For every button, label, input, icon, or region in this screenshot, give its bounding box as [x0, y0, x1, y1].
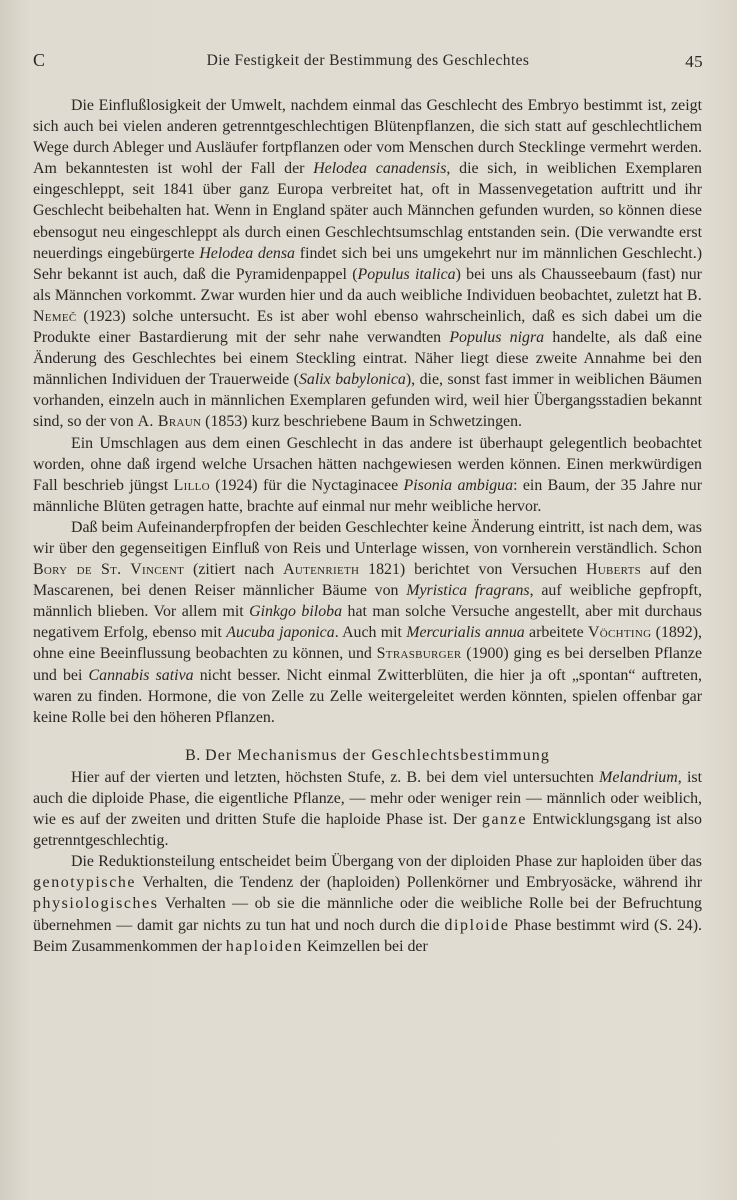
- text-run: hat man solche Versuche angestellt, aber mit durchaus negativem Erfolg, ebenso mit: [33, 603, 702, 642]
- spaced-emphasis: ganze: [481, 811, 527, 829]
- paragraph-2: [33, 433, 702, 517]
- body-text: [33, 95, 702, 957]
- text-run: : ein Baum, der 35 Jahre nur männliche Blüten getragen hatte, brachte auf einmal nur mehr weibliche hervor.: [33, 476, 702, 515]
- species-name: Melandrium: [599, 768, 678, 786]
- text-run: 1821) berichtet von Versuchen: [359, 561, 586, 579]
- author-name: B. Nemeč: [33, 286, 702, 325]
- text-run: ) bei uns als Chausseebaum (fast) nur als Männchen vorkommt. Zwar wurden hier und da auch weibliche Individuen beobachtet, zuletzt hat: [33, 265, 702, 304]
- paragraph-4: [33, 767, 702, 851]
- running-title: Die Festigkeit der Bestimmung des Geschlechtes: [206, 52, 530, 69]
- species-name: Ginkgo biloba: [249, 603, 343, 621]
- spaced-emphasis: haploiden: [225, 937, 303, 955]
- text-run: Verhalten, die Tendenz der (haploiden) Pollenkörner und Embryosäcke, während ihr: [136, 874, 702, 892]
- paragraph-5: [33, 851, 702, 956]
- paragraph-3: [33, 517, 702, 728]
- text-run: Die Einflußlosigkeit der Umwelt, nachdem einmal das Geschlecht des Embryo bestimmt ist, zeigt sich auch bei vielen anderen getrenntgeschlechtigen Blütenpflanzen, die sich statt auf geschlechtlichem Wege durch Ableger und Ausläufer fortpflanzen oder vom Menschen durch Stecklinge vermehrt werden. Am bekanntesten ist wohl der Fall der: [33, 97, 702, 178]
- species-name: Myristica fragrans: [406, 582, 530, 600]
- text-run: , auf weibliche gepfropft, männlich blieben. Vor allem mit: [33, 582, 702, 621]
- text-run: handelte, als daß eine Änderung des Geschlechtes bei einem Steckling eintrat. Näher liegt diese zweite Annahme bei den männlichen Individuen der Trauerweide (: [33, 329, 702, 389]
- text-run: Die Reduktionsteilung entscheidet beim Übergang von der diploiden Phase zur haploiden über das: [71, 853, 702, 871]
- author-name: Huberts: [585, 561, 642, 579]
- text-run: Hier auf der vierten und letzten, höchsten Stufe, z. B. bei dem viel untersuchten: [71, 768, 600, 786]
- text-run: ), die, sonst fast immer in weiblichen Bäumen vorhanden, einzeln auch in männlichen Exemplaren gefunden wird, weil hier Übergangsstadien bekannt sind, so der von: [33, 371, 703, 431]
- species-name: Aucuba japonica: [226, 624, 335, 642]
- running-header: [33, 50, 703, 74]
- section-heading: [33, 745, 702, 766]
- text-run: Verhalten — ob sie die männliche oder die weibliche Rolle bei der Befruchtung übernehmen — damit gar nichts zu tun hat und noch durch die: [33, 895, 702, 934]
- author-name: Autenrieth: [283, 561, 360, 579]
- species-name: Pisonia ambigua: [403, 476, 514, 494]
- species-name: Salix babylonica: [298, 371, 406, 389]
- text-run: Keimzellen bei der: [302, 937, 428, 955]
- species-name: Mercurialis annua: [406, 624, 525, 642]
- species-name: Cannabis sativa: [88, 666, 194, 684]
- text-run: nicht besser. Nicht einmal Zwitterblüten, die hier ja oft „spontan“ auftreten, waren zu finden. Hormone, die von Zelle zu Zelle weitergeleitet werden könnten, spielen offenbar gar keine Rolle bei den höheren Pflanzen.: [33, 666, 702, 726]
- text-run: Daß beim Aufeinanderpfropfen der beiden Geschlechter keine Änderung eintritt, ist nach dem, was wir über den gegenseitigen Einfluß von Reis und Unterlage wissen, von vornherein verständlich. Schon: [33, 518, 702, 557]
- spaced-emphasis: genotypische: [33, 874, 137, 892]
- text-run: Phase bestimmt wird (S. 24). Beim Zusammenkommen der: [33, 916, 702, 955]
- text-run: , die sich, in weiblichen Exemplaren eingeschleppt, seit 1841 über ganz Europa verbreitet hat, oft in Massenvegetation auftritt und ihr Geschlecht beibehalten hat. Wenn in England später auch Männchen gefunden wurden, so können diese ebensogut neu eingeschleppt als durch einen Geschlechtsumschlag entstanden sein. (Die verwandte erst neuerdings eingebürgerte: [33, 160, 702, 262]
- signature-mark: C: [33, 50, 46, 70]
- paragraph-1: [33, 95, 702, 433]
- text-run: Entwicklungsgang ist also getrenntgeschlechtig.: [33, 811, 703, 850]
- species-name: Helodea densa: [199, 244, 296, 262]
- text-run: , ist auch die diploide Phase, die eigentliche Pflanze, — mehr oder weniger rein — männlich oder weiblich, wie es auf der zweiten und dritten Stufe die haploide Phase ist. Der: [33, 768, 702, 829]
- author-name: Bory de St. Vincent: [33, 561, 185, 579]
- species-name: Populus nigra: [449, 329, 545, 347]
- spaced-emphasis: diploide: [444, 916, 510, 934]
- species-name: Populus italica: [357, 265, 456, 283]
- species-name: Helodea canadensis: [313, 160, 447, 178]
- text-run: (1853) kurz beschriebene Baum in Schwetzingen.: [201, 413, 523, 431]
- section-letter: B.: [185, 746, 201, 764]
- text-run: . Auch mit: [334, 624, 407, 642]
- author-name: Lillo: [173, 476, 210, 494]
- text-run: (zitiert nach: [184, 561, 284, 579]
- text-run: arbeitete: [524, 624, 589, 642]
- text-run: (1923) solche untersucht. Es ist aber wohl ebenso wahrscheinlich, daß es sich dabei um die Produkte einer Bastardierung mit der sehr nahe verwandten: [33, 307, 702, 347]
- text-run: (1900) ging es bei derselben Pflanze und bei: [33, 645, 702, 684]
- text-run: (1892), ohne eine Beeinflussung beobachten zu können, und: [33, 624, 703, 663]
- author-name: Vöchting: [588, 624, 652, 642]
- page-number: 45: [685, 52, 703, 71]
- section-title: Der Mechanismus der Geschlechtsbestimmung: [205, 746, 550, 764]
- text-run: (1924) für die Nyctaginacee: [209, 476, 404, 494]
- author-name: Strasburger: [376, 645, 462, 663]
- text-run: auf den Mascarenen, bei denen Reiser männlicher Bäume von: [33, 561, 703, 600]
- spaced-emphasis: physiologisches: [33, 895, 159, 913]
- author-name: A. Braun: [137, 413, 202, 431]
- text-run: findet sich bei uns umgekehrt nur im männlichen Geschlecht.) Sehr bekannt ist auch, daß die Pyramidenpappel (: [33, 244, 702, 283]
- text-run: Ein Umschlagen aus dem einen Geschlecht in das andere ist überhaupt gelegentlich beobachtet worden, ohne daß irgend welche Ursachen hätten nachgewiesen werden können. Einen merkwürdigen Fall beschrieb jüngst: [33, 434, 702, 494]
